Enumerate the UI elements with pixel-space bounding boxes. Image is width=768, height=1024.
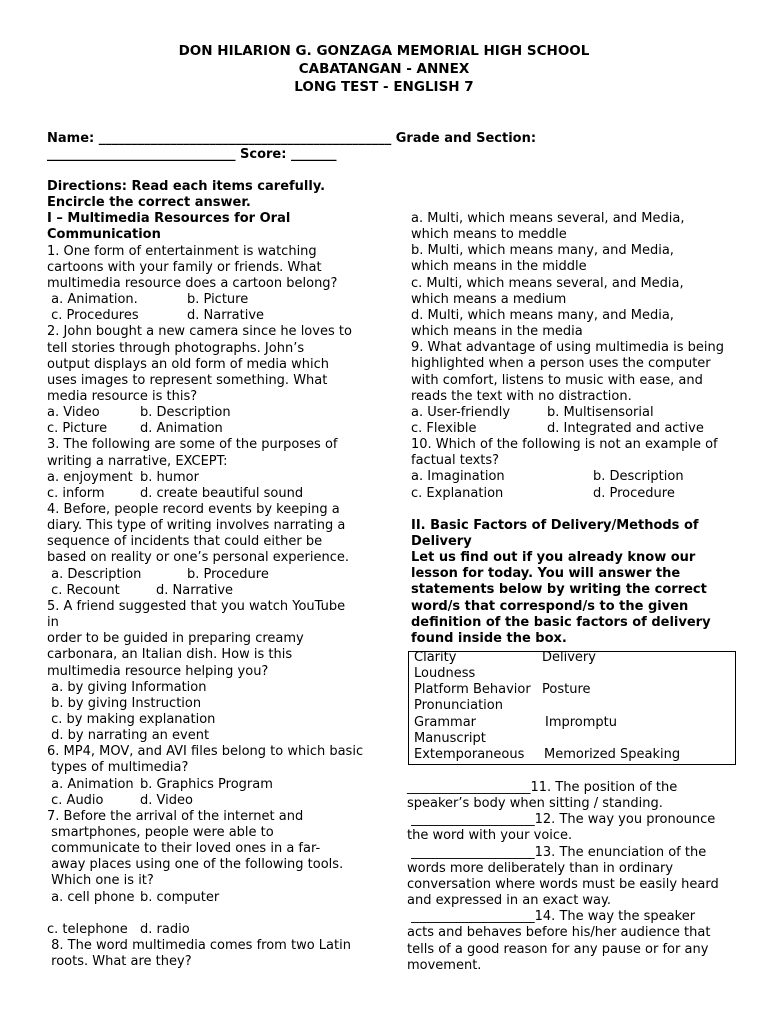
left-column-option: b. Description xyxy=(140,405,231,421)
left-column-line: 8. The word multimedia comes from two Latin xyxy=(47,938,351,954)
left-column-line: writing a narrative, EXCEPT: xyxy=(47,453,228,469)
box-items-line: Grammar xyxy=(414,714,477,730)
box-items-option: Impromptu xyxy=(545,714,618,730)
left-column-line: a. Video xyxy=(47,405,100,421)
right-column-line: definition of the basic factors of delivery xyxy=(411,614,711,630)
right-questions-line: the word with your voice. xyxy=(407,828,573,844)
left-column-line: away places using one of the following tools. xyxy=(47,857,344,873)
left-column-line: 6. MP4, MOV, and AVI files belong to which basic xyxy=(47,744,364,760)
box-items-line: Pronunciation xyxy=(414,698,503,714)
right-questions-line: speaker’s body when sitting / standing. xyxy=(407,796,663,812)
left-column-line: uses images to represent something. What xyxy=(47,372,328,388)
right-column-line: c. Multi, which means several, and Media, xyxy=(411,275,684,291)
left-column-option: d. Narrative xyxy=(156,582,234,598)
right-column-line: word/s that correspond/s to the given xyxy=(411,598,689,614)
school-annex: CABATANGAN - ANNEX xyxy=(298,61,470,77)
left-column-option: b. Procedure xyxy=(187,566,269,582)
right-column-line: d. Multi, which means many, and Media, xyxy=(411,307,674,323)
left-column-line: 5. A friend suggested that you watch YouTube xyxy=(47,598,346,614)
left-column-line: 2. John bought a new camera since he loves to xyxy=(47,324,352,340)
box-items-line: Loudness xyxy=(414,666,476,682)
left-column-line: c. by making explanation xyxy=(47,711,216,727)
left-column-line: roots. What are they? xyxy=(47,954,192,970)
right-column-line: a. User-friendly xyxy=(411,404,511,420)
left-column-line: 3. The following are some of the purposes of xyxy=(47,437,338,453)
left-column-line: Communication xyxy=(47,227,161,243)
school-name: DON HILARION G. GONZAGA MEMORIAL HIGH SCHOOL xyxy=(178,43,590,59)
left-column-line: smartphones, people were able to xyxy=(47,825,274,840)
left-column-line: a. Description xyxy=(47,566,142,582)
right-questions-line: tells of a good reason for any pause or for any xyxy=(407,941,709,957)
left-column-line: a. Animation. xyxy=(47,292,138,308)
left-column-option: d. Animation xyxy=(140,421,223,437)
left-column-line: a. by giving Information xyxy=(47,679,207,695)
right-column-line: lesson for today. You will answer the xyxy=(411,566,681,582)
right-column-line: a. Multi, which means several, and Media, xyxy=(411,211,685,226)
score-line: _____________________________ Score: _______ xyxy=(47,147,337,162)
box-items-line: Manuscript xyxy=(414,730,486,746)
left-column-line: based on reality or one’s personal experience. xyxy=(47,550,349,566)
right-column-line: c. Explanation xyxy=(411,485,504,501)
left-column-line: c. Audio xyxy=(47,792,104,808)
right-column-line: II. Basic Factors of Delivery/Methods of xyxy=(411,517,699,533)
right-column-line: which means a medium xyxy=(411,291,567,307)
right-column-line: c. Flexible xyxy=(411,420,477,436)
left-column-line: c. telephone xyxy=(47,921,128,937)
right-column-line: Delivery xyxy=(411,534,472,549)
left-column-line: c. Recount xyxy=(47,582,120,598)
right-column-option: b. Description xyxy=(593,469,684,485)
right-column-line: Let us find out if you already know our xyxy=(411,550,696,566)
right-column-line: factual texts? xyxy=(411,453,500,469)
box-items-line: Clarity xyxy=(414,650,457,665)
left-column-line: output displays an old form of media which xyxy=(47,356,329,372)
right-column-line: 10. Which of the following is not an example of xyxy=(411,437,718,453)
left-column-option: d. create beautiful sound xyxy=(140,485,304,501)
left-column-line: media resource is this? xyxy=(47,388,198,404)
box-items-line: Extemporaneous xyxy=(414,746,525,762)
left-column-line: types of multimedia? xyxy=(47,760,189,776)
right-questions-line: ___________________14. The way the speaker xyxy=(407,909,696,925)
right-column-line: reads the text with no distraction. xyxy=(411,388,632,404)
right-column-line: found inside the box. xyxy=(411,630,567,646)
left-column-option: b. humor xyxy=(140,469,199,485)
right-column-line: b. Multi, which means many, and Media, xyxy=(411,243,674,259)
left-column-line: cartoons with your family or friends. What xyxy=(47,259,322,275)
right-column-line: with comfort, listens to music with ease, and xyxy=(411,372,703,388)
left-column-line: d. by narrating an event xyxy=(47,728,210,744)
right-questions-line: acts and behaves before his/her audience that xyxy=(407,925,711,941)
left-column-option: d. Narrative xyxy=(187,308,265,324)
left-column-line: 4. Before, people record events by keeping a xyxy=(47,502,340,517)
left-column-line: multimedia resource does a cartoon belong? xyxy=(47,275,338,291)
right-questions-line: ___________________11. The position of the xyxy=(407,780,678,795)
left-column-line: multimedia resource helping you? xyxy=(47,663,269,679)
test-title: LONG TEST - ENGLISH 7 xyxy=(294,79,474,95)
right-column-line: which means to meddle xyxy=(411,227,567,243)
left-column-line: diary. This type of writing involves narrating a xyxy=(47,518,346,534)
right-column-line: highlighted when a person uses the computer xyxy=(411,356,711,372)
right-column-option: b. Multisensorial xyxy=(547,404,654,420)
left-column-line: order to be guided in preparing creamy xyxy=(47,631,304,647)
right-questions-line: and expressed in an exact way. xyxy=(407,893,611,909)
left-column-line: a. enjoyment xyxy=(47,469,133,485)
left-column-line: Directions: Read each items carefully. xyxy=(47,179,326,194)
left-column-line: 1. One form of entertainment is watching xyxy=(47,243,317,259)
left-column-line: carbonara, an Italian dish. How is this xyxy=(47,647,293,663)
left-column-line: I – Multimedia Resources for Oral xyxy=(47,211,291,227)
left-column-line: c. Procedures xyxy=(47,308,139,324)
left-column-option: d. radio xyxy=(140,921,190,937)
right-column-option: d. Procedure xyxy=(593,485,675,501)
left-column-line: in xyxy=(47,615,59,631)
name-grade-line: Name: _____________________________________________ Grade and Section: xyxy=(47,131,537,146)
left-column-line: communicate to their loved ones in a far- xyxy=(47,841,321,857)
right-questions-line: conversation where words must be easily heard xyxy=(407,876,719,892)
left-column-option: b. Graphics Program xyxy=(140,776,273,792)
right-questions-line: words more deliberately than in ordinary xyxy=(407,860,674,876)
right-column-line: a. Imagination xyxy=(411,469,505,485)
left-column-line: sequence of incidents that could either be xyxy=(47,534,323,550)
right-column-line: which means in the media xyxy=(411,324,583,340)
right-questions-line: ___________________13. The enunciation of the xyxy=(407,844,707,860)
right-questions-line: ___________________12. The way you pronounce xyxy=(407,812,716,828)
left-column-line: b. by giving Instruction xyxy=(47,695,202,711)
left-column-line: 7. Before the arrival of the internet and xyxy=(47,808,304,824)
left-column-line: a. Animation xyxy=(47,776,134,792)
box-items-line: Platform Behavior xyxy=(414,682,531,698)
left-column-line: c. inform xyxy=(47,485,105,501)
left-column-option: d. Video xyxy=(140,792,193,808)
left-column-line: a. cell phone xyxy=(47,889,135,905)
left-column-line: c. Picture xyxy=(47,421,108,437)
left-column-line: tell stories through photographs. John’s xyxy=(47,340,305,356)
left-column-option: b. computer xyxy=(140,889,220,905)
left-column-line: Which one is it? xyxy=(47,873,154,889)
left-column-line: Encircle the correct answer. xyxy=(47,195,251,211)
left-column-option: b. Picture xyxy=(187,292,249,308)
right-questions-line: movement. xyxy=(407,957,482,973)
box-items-option: Memorized Speaking xyxy=(544,746,681,762)
right-column-option: d. Integrated and active xyxy=(547,420,704,436)
box-items-option: Posture xyxy=(542,682,591,698)
right-column-line: 9. What advantage of using multimedia is being xyxy=(411,340,725,356)
right-column-line: which means in the middle xyxy=(411,259,587,275)
right-column-line: statements below by writing the correct xyxy=(411,582,707,598)
box-items-option: Delivery xyxy=(542,650,596,665)
